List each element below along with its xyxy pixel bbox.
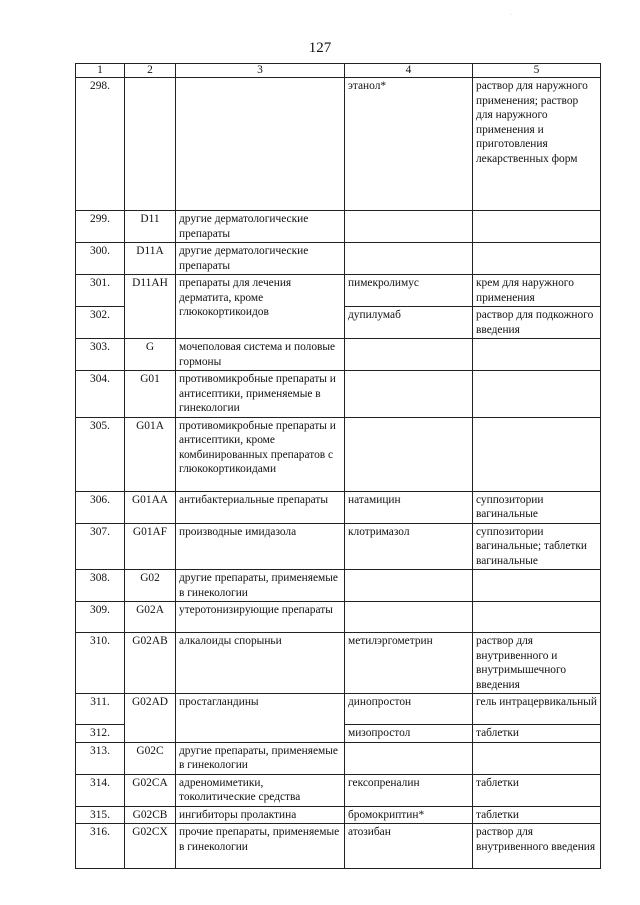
row-number: 305. bbox=[76, 417, 125, 491]
row-number: 311. bbox=[76, 694, 125, 725]
drug-name: метилэргометрин bbox=[345, 633, 473, 694]
drug-name bbox=[345, 570, 473, 602]
table-row bbox=[76, 806, 601, 824]
atc-code: G01 bbox=[125, 371, 176, 418]
row-number: 298. bbox=[76, 78, 125, 211]
group-name: противомикробные препараты и антисептики, кроме комбинированных препаратов с глюкокортикоидами bbox=[176, 417, 345, 491]
drug-name bbox=[345, 602, 473, 633]
drug-name: мизопростол bbox=[345, 725, 473, 743]
dosage-form: таблетки bbox=[473, 806, 601, 824]
table-row bbox=[76, 694, 601, 725]
table-row bbox=[76, 339, 601, 371]
group-name: препараты для лечения дерматита, кроме глюкокортикоидов bbox=[176, 275, 345, 339]
row-number: 312. bbox=[76, 725, 125, 743]
atc-code: G02CX bbox=[125, 824, 176, 869]
group-name: противомикробные препараты и антисептики, применяемые в гинекологии bbox=[176, 371, 345, 418]
atc-code: D11A bbox=[125, 243, 176, 275]
atc-code: G02CA bbox=[125, 774, 176, 806]
row-number: 310. bbox=[76, 633, 125, 694]
dosage-form: раствор для подкожного введения bbox=[473, 307, 601, 339]
drug-name bbox=[345, 243, 473, 275]
dosage-form: таблетки bbox=[473, 774, 601, 806]
drug-name: натамицин bbox=[345, 491, 473, 523]
drug-name bbox=[345, 417, 473, 491]
group-name: утеротонизирующие препараты bbox=[176, 602, 345, 633]
drug-name bbox=[345, 339, 473, 371]
group-name: другие дерматологические препараты bbox=[176, 243, 345, 275]
group-name: прочие препараты, применяемые в гинекологии bbox=[176, 824, 345, 869]
drug-name bbox=[345, 211, 473, 243]
drug-name: этанол* bbox=[345, 78, 473, 211]
dosage-form bbox=[473, 371, 601, 418]
row-number: 308. bbox=[76, 570, 125, 602]
drug-name: клотримазол bbox=[345, 523, 473, 570]
table-row bbox=[76, 243, 601, 275]
table-row bbox=[76, 211, 601, 243]
row-number: 314. bbox=[76, 774, 125, 806]
row-number: 306. bbox=[76, 491, 125, 523]
dosage-form bbox=[473, 243, 601, 275]
header-col-3: 3 bbox=[176, 64, 345, 78]
atc-code: D11AH bbox=[125, 275, 176, 339]
table-row bbox=[76, 523, 601, 570]
table-row bbox=[76, 417, 601, 491]
row-number: 304. bbox=[76, 371, 125, 418]
drug-name: пимекролимус bbox=[345, 275, 473, 307]
dosage-form bbox=[473, 742, 601, 774]
dosage-form bbox=[473, 339, 601, 371]
group-name: антибактериальные препараты bbox=[176, 491, 345, 523]
atc-code: G01A bbox=[125, 417, 176, 491]
atc-code: G01AA bbox=[125, 491, 176, 523]
row-number: 313. bbox=[76, 742, 125, 774]
row-number: 299. bbox=[76, 211, 125, 243]
dosage-form bbox=[473, 570, 601, 602]
table-row bbox=[76, 491, 601, 523]
group-name: адреномиметики, токолитические средства bbox=[176, 774, 345, 806]
atc-code: G02A bbox=[125, 602, 176, 633]
drug-table bbox=[75, 63, 601, 869]
group-name: мочеполовая система и половые гормоны bbox=[176, 339, 345, 371]
row-number: 303. bbox=[76, 339, 125, 371]
page-mark: · bbox=[510, 12, 512, 18]
atc-code: G02C bbox=[125, 742, 176, 774]
drug-name bbox=[345, 371, 473, 418]
atc-code: G bbox=[125, 339, 176, 371]
table-row bbox=[76, 371, 601, 418]
drug-name: атозибан bbox=[345, 824, 473, 869]
dosage-form: раствор для наружного применения; раствор для наружного применения и приготовления лекарственных форм bbox=[473, 78, 601, 211]
table-row bbox=[76, 602, 601, 633]
header-col-2: 2 bbox=[125, 64, 176, 78]
dosage-form: суппозитории вагинальные; таблетки вагинальные bbox=[473, 523, 601, 570]
group-name: производные имидазола bbox=[176, 523, 345, 570]
group-name: алкалоиды спорыньи bbox=[176, 633, 345, 694]
row-number: 301. bbox=[76, 275, 125, 307]
dosage-form bbox=[473, 211, 601, 243]
table-row bbox=[76, 633, 601, 694]
atc-code: D11 bbox=[125, 211, 176, 243]
atc-code: G02AB bbox=[125, 633, 176, 694]
drug-name bbox=[345, 742, 473, 774]
dosage-form: раствор для внутривенного и внутримышечного введения bbox=[473, 633, 601, 694]
row-number: 302. bbox=[76, 307, 125, 339]
atc-code: G02AD bbox=[125, 694, 176, 743]
table-row bbox=[76, 78, 601, 211]
group-name: другие препараты, применяемые в гинекологии bbox=[176, 742, 345, 774]
dosage-form: гель интрацервикальный bbox=[473, 694, 601, 725]
row-number: 300. bbox=[76, 243, 125, 275]
row-number: 309. bbox=[76, 602, 125, 633]
group-name: другие дерматологические препараты bbox=[176, 211, 345, 243]
table-row bbox=[76, 570, 601, 602]
group-name bbox=[176, 78, 345, 211]
dosage-form: таблетки bbox=[473, 725, 601, 743]
atc-code: G02CB bbox=[125, 806, 176, 824]
row-number: 307. bbox=[76, 523, 125, 570]
row-number: 315. bbox=[76, 806, 125, 824]
header-col-1: 1 bbox=[76, 64, 125, 78]
group-name: ингибиторы пролактина bbox=[176, 806, 345, 824]
drug-name: бромокриптин* bbox=[345, 806, 473, 824]
table-row bbox=[76, 742, 601, 774]
table-row bbox=[76, 824, 601, 869]
header-col-5: 5 bbox=[473, 64, 601, 78]
page-number: 127 bbox=[308, 40, 332, 56]
dosage-form bbox=[473, 417, 601, 491]
dosage-form: суппозитории вагинальные bbox=[473, 491, 601, 523]
drug-name: гексопреналин bbox=[345, 774, 473, 806]
table-row bbox=[76, 275, 601, 307]
drug-name: дупилумаб bbox=[345, 307, 473, 339]
atc-code bbox=[125, 78, 176, 211]
group-name: другие препараты, применяемые в гинекологии bbox=[176, 570, 345, 602]
table-row bbox=[76, 774, 601, 806]
row-number: 316. bbox=[76, 824, 125, 869]
drug-name: динопростон bbox=[345, 694, 473, 725]
dosage-form: раствор для внутривенного введения bbox=[473, 824, 601, 869]
atc-code: G02 bbox=[125, 570, 176, 602]
dosage-form: крем для наружного применения bbox=[473, 275, 601, 307]
header-col-4: 4 bbox=[345, 64, 473, 78]
atc-code: G01AF bbox=[125, 523, 176, 570]
group-name: простагландины bbox=[176, 694, 345, 743]
dosage-form bbox=[473, 602, 601, 633]
header-row bbox=[76, 64, 601, 78]
